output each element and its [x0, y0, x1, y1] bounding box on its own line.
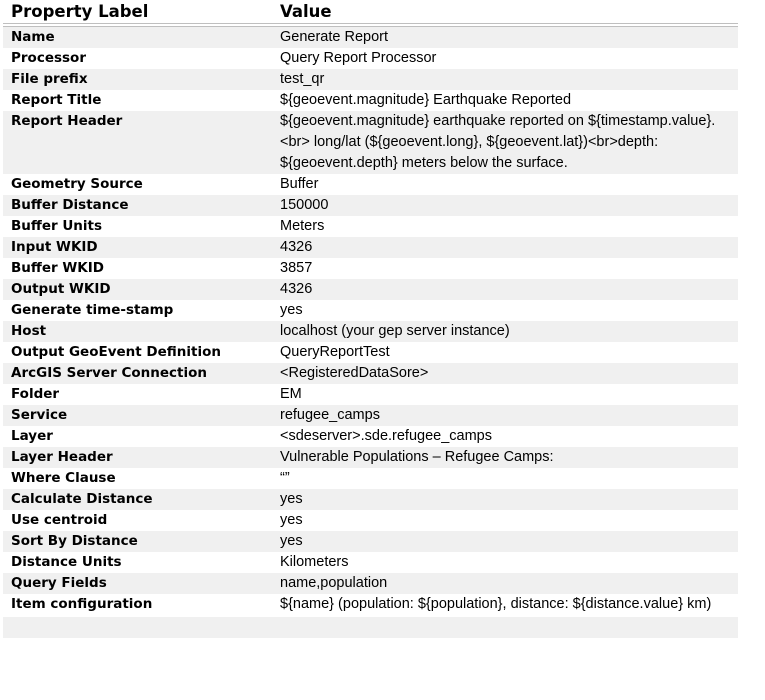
property-label: Use centroid — [11, 512, 108, 528]
property-table — [3, 0, 738, 638]
property-value: Kilometers — [280, 554, 349, 570]
table-row — [3, 531, 738, 552]
property-value: 3857 — [280, 260, 313, 276]
property-value: test_qr — [280, 71, 325, 87]
table-row — [3, 237, 738, 258]
table-header — [3, 0, 738, 24]
table-row — [3, 174, 738, 195]
property-label: Service — [11, 407, 68, 423]
table-row — [3, 426, 738, 447]
table-row — [3, 258, 738, 279]
property-value: ${geoevent.magnitude} earthquake reported on ${timestamp.value}.<br> long/lat (${geoevent.long}, ${geoevent.lat})<br>depth: ${geoevent.depth} meters below the surface. — [280, 113, 716, 171]
property-label: Sort By Distance — [11, 533, 138, 549]
table-row — [3, 111, 738, 174]
table-row — [3, 552, 738, 573]
property-value: yes — [280, 533, 303, 549]
property-label: Query Fields — [11, 575, 107, 591]
property-value: name,population — [280, 575, 388, 591]
property-value: Buffer — [280, 176, 319, 192]
property-value: ${geoevent.magnitude} Earthquake Reported — [280, 92, 572, 108]
property-value: 150000 — [280, 197, 329, 213]
property-label: Generate time-stamp — [11, 302, 174, 318]
table-footer-band — [3, 617, 738, 638]
table-row — [3, 468, 738, 489]
property-label-header: Property Label — [11, 2, 149, 21]
property-value: 4326 — [280, 239, 313, 255]
table-row — [3, 195, 738, 216]
property-label: Where Clause — [11, 470, 116, 486]
table-row — [3, 447, 738, 468]
table-row — [3, 27, 738, 48]
property-label: Layer — [11, 428, 53, 444]
property-value: <RegisteredDataSore> — [280, 365, 429, 381]
property-label: Layer Header — [11, 449, 113, 465]
property-value: yes — [280, 302, 303, 318]
table-row — [3, 510, 738, 531]
table-row — [3, 405, 738, 426]
property-value: refugee_camps — [280, 407, 380, 423]
property-value: Meters — [280, 218, 325, 234]
table-row — [3, 321, 738, 342]
property-value: 4326 — [280, 281, 313, 297]
property-value: QueryReportTest — [280, 344, 390, 360]
property-label: Distance Units — [11, 554, 122, 570]
property-label: File prefix — [11, 71, 88, 87]
property-value: “” — [280, 470, 290, 486]
property-label: Report Title — [11, 92, 102, 108]
table-row — [3, 279, 738, 300]
property-value: Generate Report — [280, 29, 389, 45]
table-row — [3, 90, 738, 111]
property-value: <sdeserver>.sde.refugee_camps — [280, 428, 492, 444]
table-row — [3, 363, 738, 384]
table-body — [3, 27, 738, 615]
property-value: Query Report Processor — [280, 50, 437, 66]
table-row — [3, 384, 738, 405]
property-label: Buffer Distance — [11, 197, 129, 213]
property-value: yes — [280, 512, 303, 528]
property-label: Output GeoEvent Definition — [11, 344, 221, 360]
property-label: Geometry Source — [11, 176, 143, 192]
value-header: Value — [280, 2, 332, 21]
property-label: Buffer Units — [11, 218, 103, 234]
property-label: ArcGIS Server Connection — [11, 365, 208, 381]
property-label: Name — [11, 29, 55, 45]
property-value: yes — [280, 491, 303, 507]
table-row — [3, 594, 738, 615]
property-value: EM — [280, 386, 302, 402]
property-label: Folder — [11, 386, 60, 402]
table-row — [3, 48, 738, 69]
property-value: localhost (your gep server instance) — [280, 323, 510, 339]
property-label: Processor — [11, 50, 86, 66]
property-value: ${name} (population: ${population}, distance: ${distance.value} km) — [280, 596, 712, 612]
property-label: Calculate Distance — [11, 491, 153, 507]
table-row — [3, 216, 738, 237]
table-row — [3, 342, 738, 363]
property-label: Input WKID — [11, 239, 98, 255]
property-label: Report Header — [11, 113, 123, 129]
table-row — [3, 489, 738, 510]
property-label: Item configuration — [11, 596, 153, 612]
table-row — [3, 69, 738, 90]
table-row — [3, 300, 738, 321]
table-row — [3, 573, 738, 594]
property-label: Host — [11, 323, 47, 339]
property-label: Buffer WKID — [11, 260, 104, 276]
property-value: Vulnerable Populations – Refugee Camps: — [280, 449, 554, 465]
property-label: Output WKID — [11, 281, 111, 297]
